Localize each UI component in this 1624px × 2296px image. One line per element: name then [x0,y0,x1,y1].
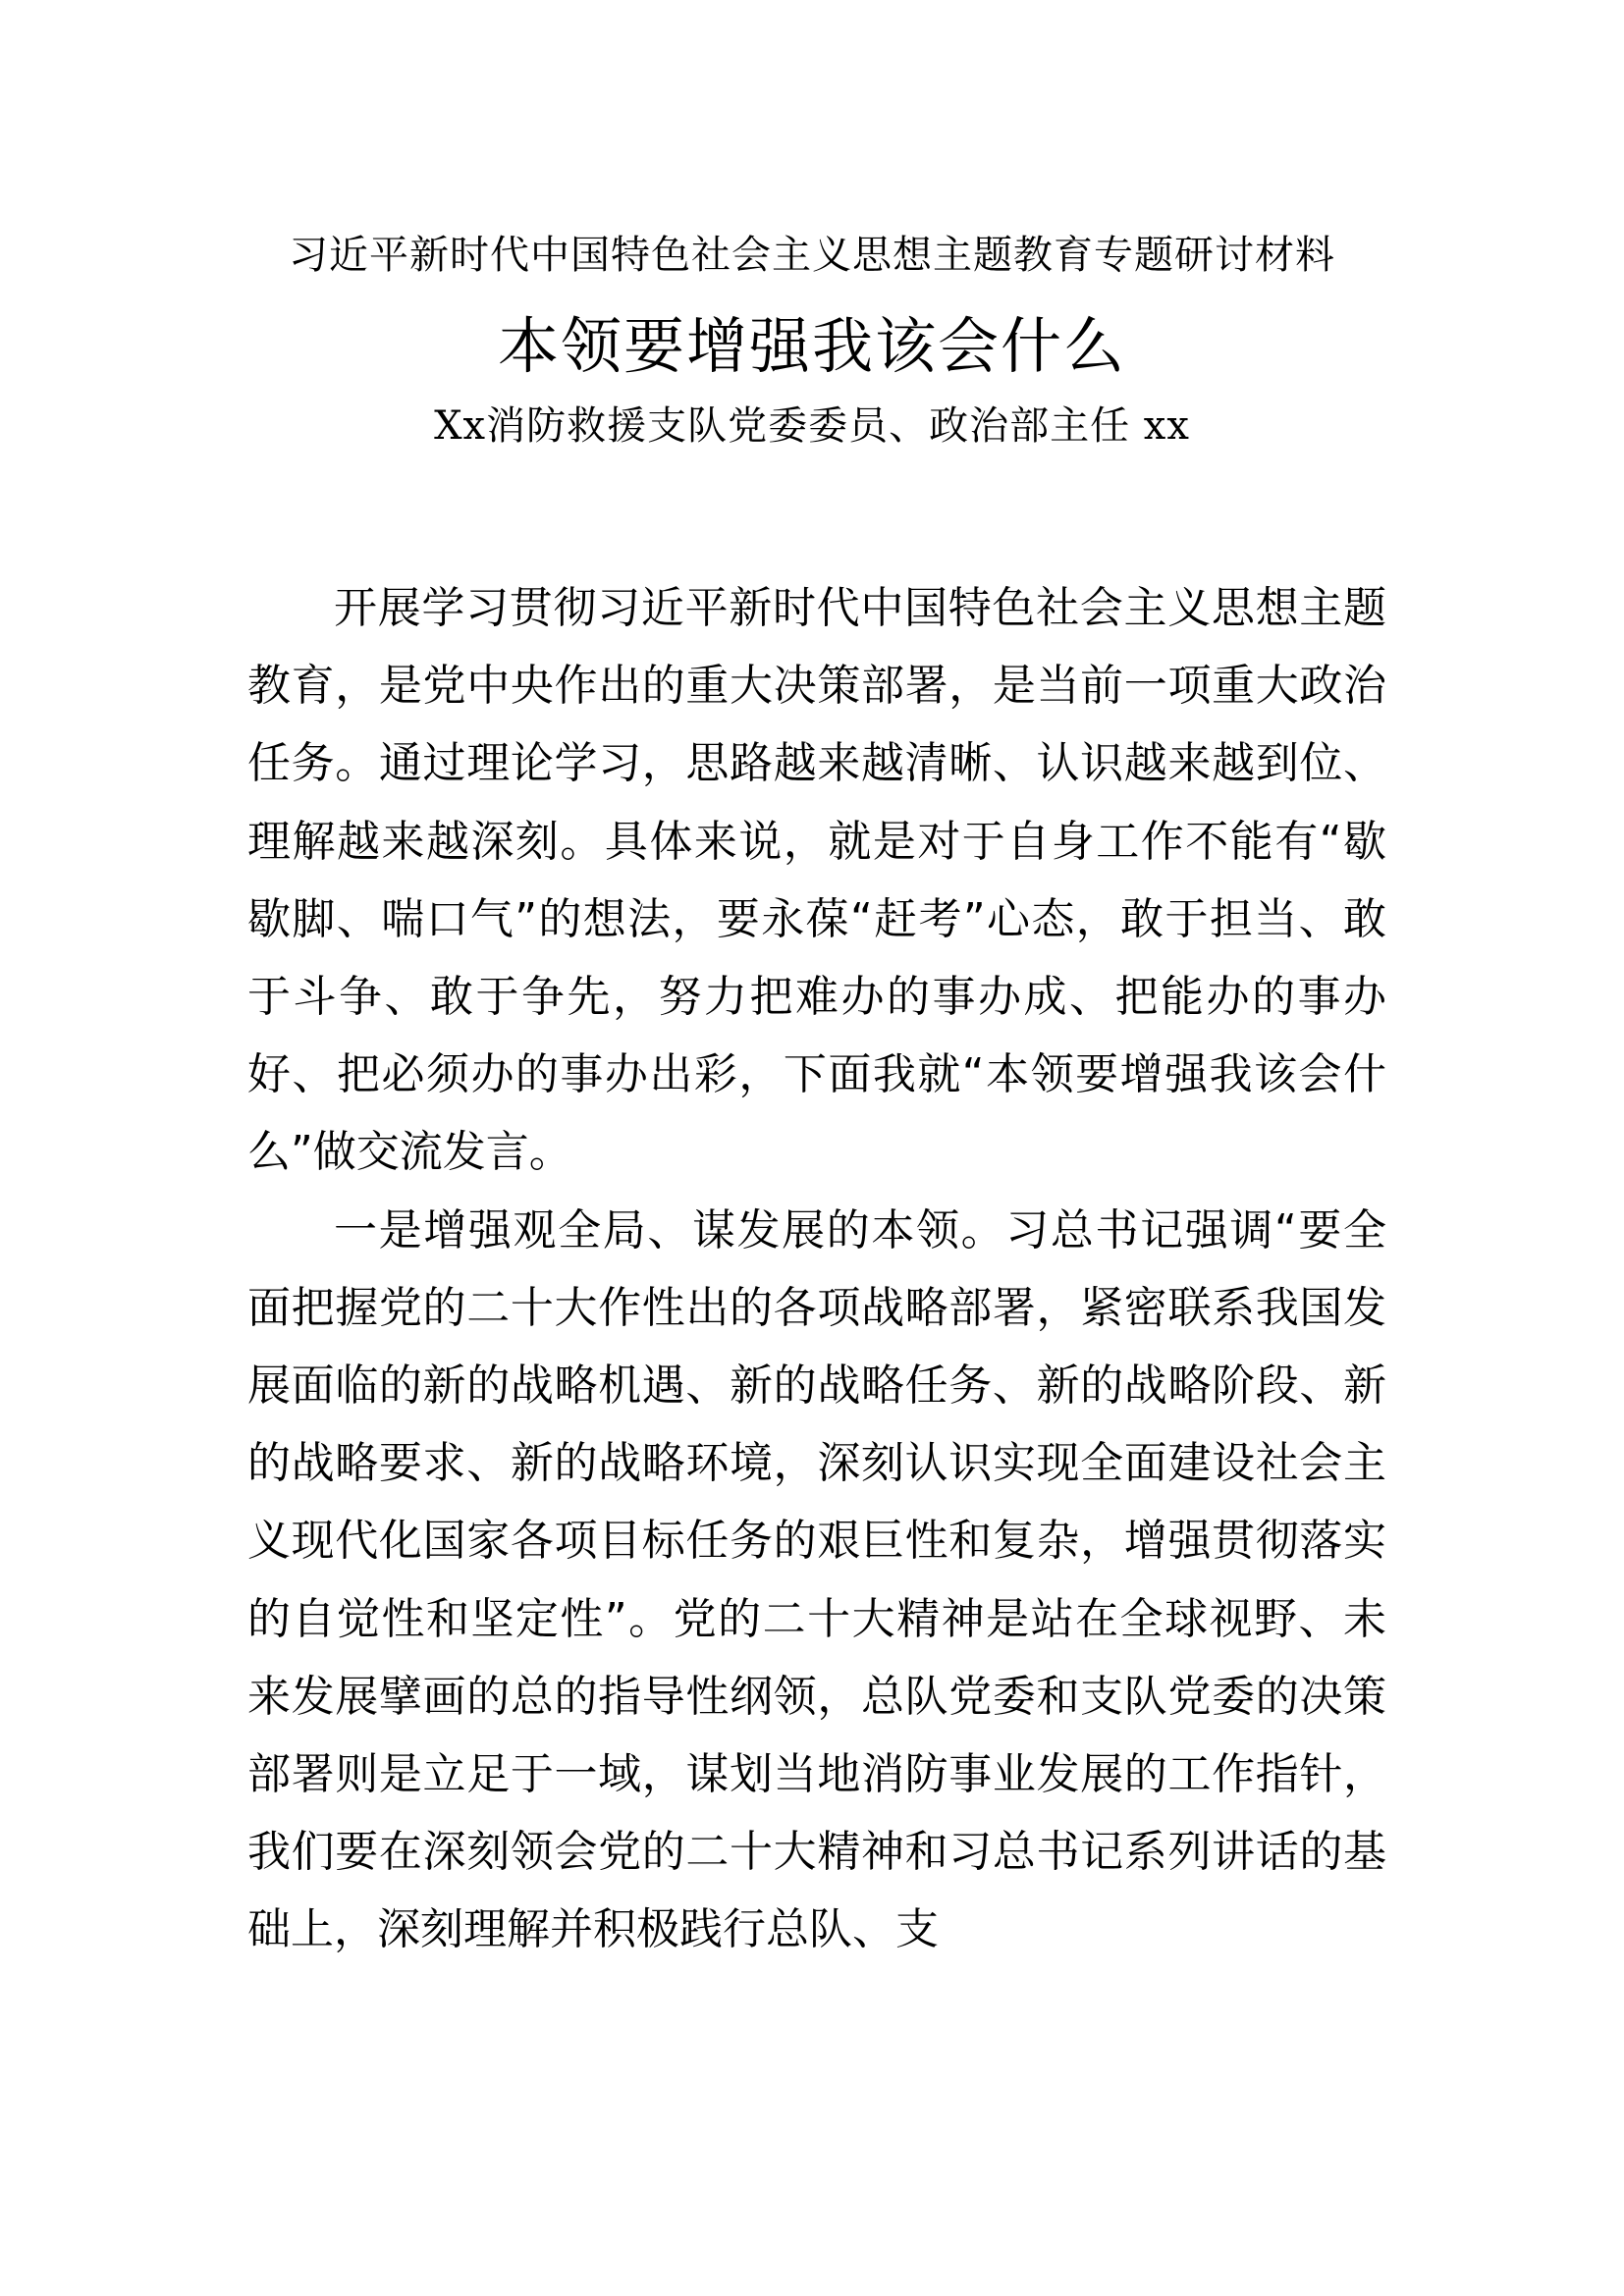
document-body [247,569,1386,1969]
paragraph-intro: 开展学习贯彻习近平新时代中国特色社会主义思想主题教育，是党中央作出的重大决策部署，是当前一项重大政治任务。通过理论学习，思路越来越清晰、认识越来越到位、理解越来越深刻。具体来说，就是对于自身工作不能有“歇歇脚、喘口气”的想法，要永葆“赶考”心态，敢于担当、敢于斗争、敢于争先，努力把难办的事办成、把能办的事办好、把必须办的事办出彩，下面我就“本领要增强我该会什么”做交流发言。 [247,583,1386,1178]
document-subtitle: 习近平新时代中国特色社会主义思想主题教育专题研讨材料 [289,233,1335,278]
document-author: Xx消防救援支队党委委员、政治部主任 xx [434,403,1190,449]
paragraph-point-one: 一是增强观全局、谋发展的本领。习总书记强调“要全面把握党的二十大作性出的各项战略部署，紧密联系我国发展面临的新的战略机遇、新的战略任务、新的战略阶段、新的战略要求、新的战略环境，深刻认识实现全面建设社会主义现代化国家各项目标任务的艰巨性和复杂，增强贯彻落实的自觉性和坚定性”。党的二十大精神是站在全球视野、未来发展擘画的总的指导性纲领，总队党委和支队党委的决策部署则是立足于一域，谋划当地消防事业发展的工作指针，我们要在深刻领会党的二十大精神和习总书记系列讲话的基础上，深刻理解并积极践行总队、支 [247,1204,1386,1955]
document-title: 本领要增强我该会什么 [497,310,1126,382]
